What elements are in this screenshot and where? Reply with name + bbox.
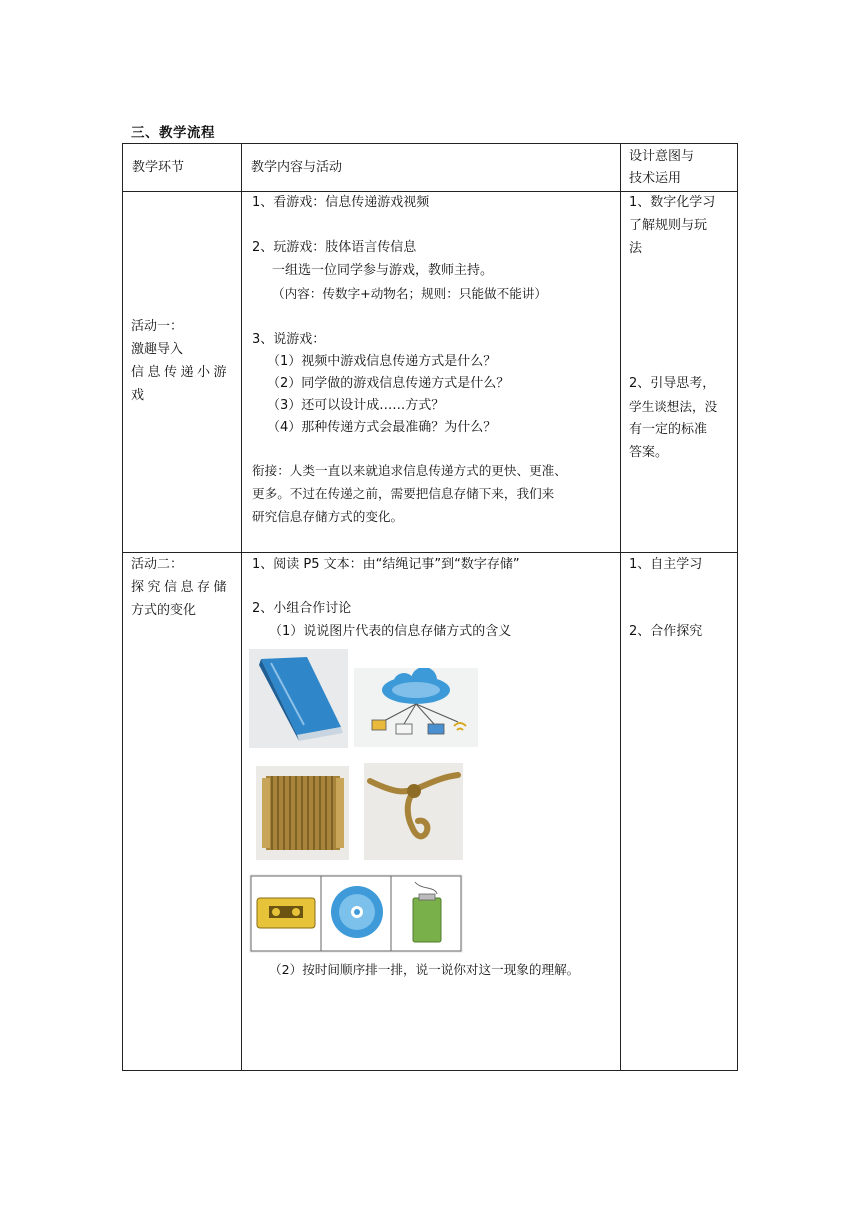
row1-stage	[131, 315, 237, 407]
row1-intent-1	[629, 191, 715, 260]
row1-stage-line: 信息传递小游	[131, 365, 231, 380]
table-border-top	[122, 143, 738, 144]
usb-drive-icon	[405, 880, 449, 950]
row1-intent-line: 学生谈想法，没	[629, 399, 718, 414]
row1-intent-line: 了解规则与玩	[629, 218, 708, 233]
header-stage: 教学环节	[132, 160, 185, 175]
bamboo-slips-icon	[256, 766, 349, 860]
row1-stage-line: 活动一：	[131, 319, 184, 334]
row1-item2-sub1: 一组选一位同学参与游戏，教师主持。	[272, 263, 494, 278]
row1-question-2: （2）同学做的游戏信息传递方式是什么？	[267, 376, 510, 391]
header-content: 教学内容与活动	[251, 160, 343, 175]
table-border-left	[122, 143, 123, 1071]
row1-intent-line: 法	[629, 241, 643, 256]
row1-intent-line: 2、引导思考，	[629, 376, 716, 391]
row2-item1: 1、阅读 P5 文本：由“结绳记事”到“数字存储”	[252, 557, 520, 572]
cassette-tape-icon	[255, 894, 317, 936]
row1-bridge-line: 研究信息存储方式的变化。	[252, 509, 404, 524]
row1-intent-line: 答案。	[629, 445, 669, 460]
section-title: 三、教学流程	[131, 125, 215, 141]
row1-intent-2	[629, 372, 717, 464]
row2-sub1: （1）说说图片代表的信息存储方式的含义	[269, 624, 512, 639]
row1-question-3: （3）还可以设计成……方式？	[267, 398, 445, 413]
row1-stage-line: 激趣导入	[131, 342, 184, 357]
book-icon	[249, 649, 348, 748]
row2-stage-line: 活动二：	[131, 557, 184, 572]
teaching-process-table	[122, 143, 738, 1071]
table-col-divider-1	[241, 143, 242, 1071]
row1-bridge-line: 更多。不过在传递之前，需要把信息存储下来，我们来	[252, 486, 555, 501]
row2-intent-1: 1、自主学习	[629, 557, 703, 572]
header-intent-line1: 设计意图与	[629, 149, 695, 164]
row2-item2: 2、小组合作讨论	[252, 601, 352, 616]
row1-stage-line: 戏	[131, 388, 145, 403]
row1-item2-sub2: （内容：传数字+动物名；规则：只能做不能讲）	[272, 286, 548, 301]
optical-disc-icon	[329, 884, 385, 944]
table-border-bottom	[122, 1070, 738, 1071]
header-intent-line2: 技术运用	[629, 171, 682, 186]
cloud-network-icon	[354, 668, 478, 747]
row2-stage-line: 方式的变化	[131, 603, 197, 618]
row1-bridge-line: 衔接：人类一直以来就追求信息传递方式的更快、更准、	[252, 463, 567, 478]
row1-item2: 2、玩游戏：肢体语言传信息	[252, 240, 417, 255]
storage-media-strip	[249, 874, 463, 953]
row2-intent-2: 2、合作探究	[629, 624, 703, 639]
row1-intent-line: 1、数字化学习	[629, 195, 716, 210]
row2-sub2: （2）按时间顺序排一排，说一说你对这一现象的理解。	[269, 962, 580, 977]
row1-bridge	[252, 459, 567, 528]
row1-intent-line: 有一定的标准	[629, 422, 708, 437]
row1-question-4: （4）那种传递方式会最准确？为什么？	[267, 420, 497, 435]
table-col-divider-2	[620, 143, 621, 1071]
row2-stage-line: 探究信息存储	[131, 580, 231, 595]
table-border-right	[737, 143, 738, 1071]
knotted-rope-icon	[364, 763, 463, 860]
row1-question-1: （1）视频中游戏信息传递方式是什么？	[267, 354, 497, 369]
row2-stage	[131, 553, 237, 622]
row1-item3: 3、说游戏：	[252, 332, 326, 347]
row1-item1: 1、看游戏：信息传递游戏视频	[252, 195, 430, 210]
